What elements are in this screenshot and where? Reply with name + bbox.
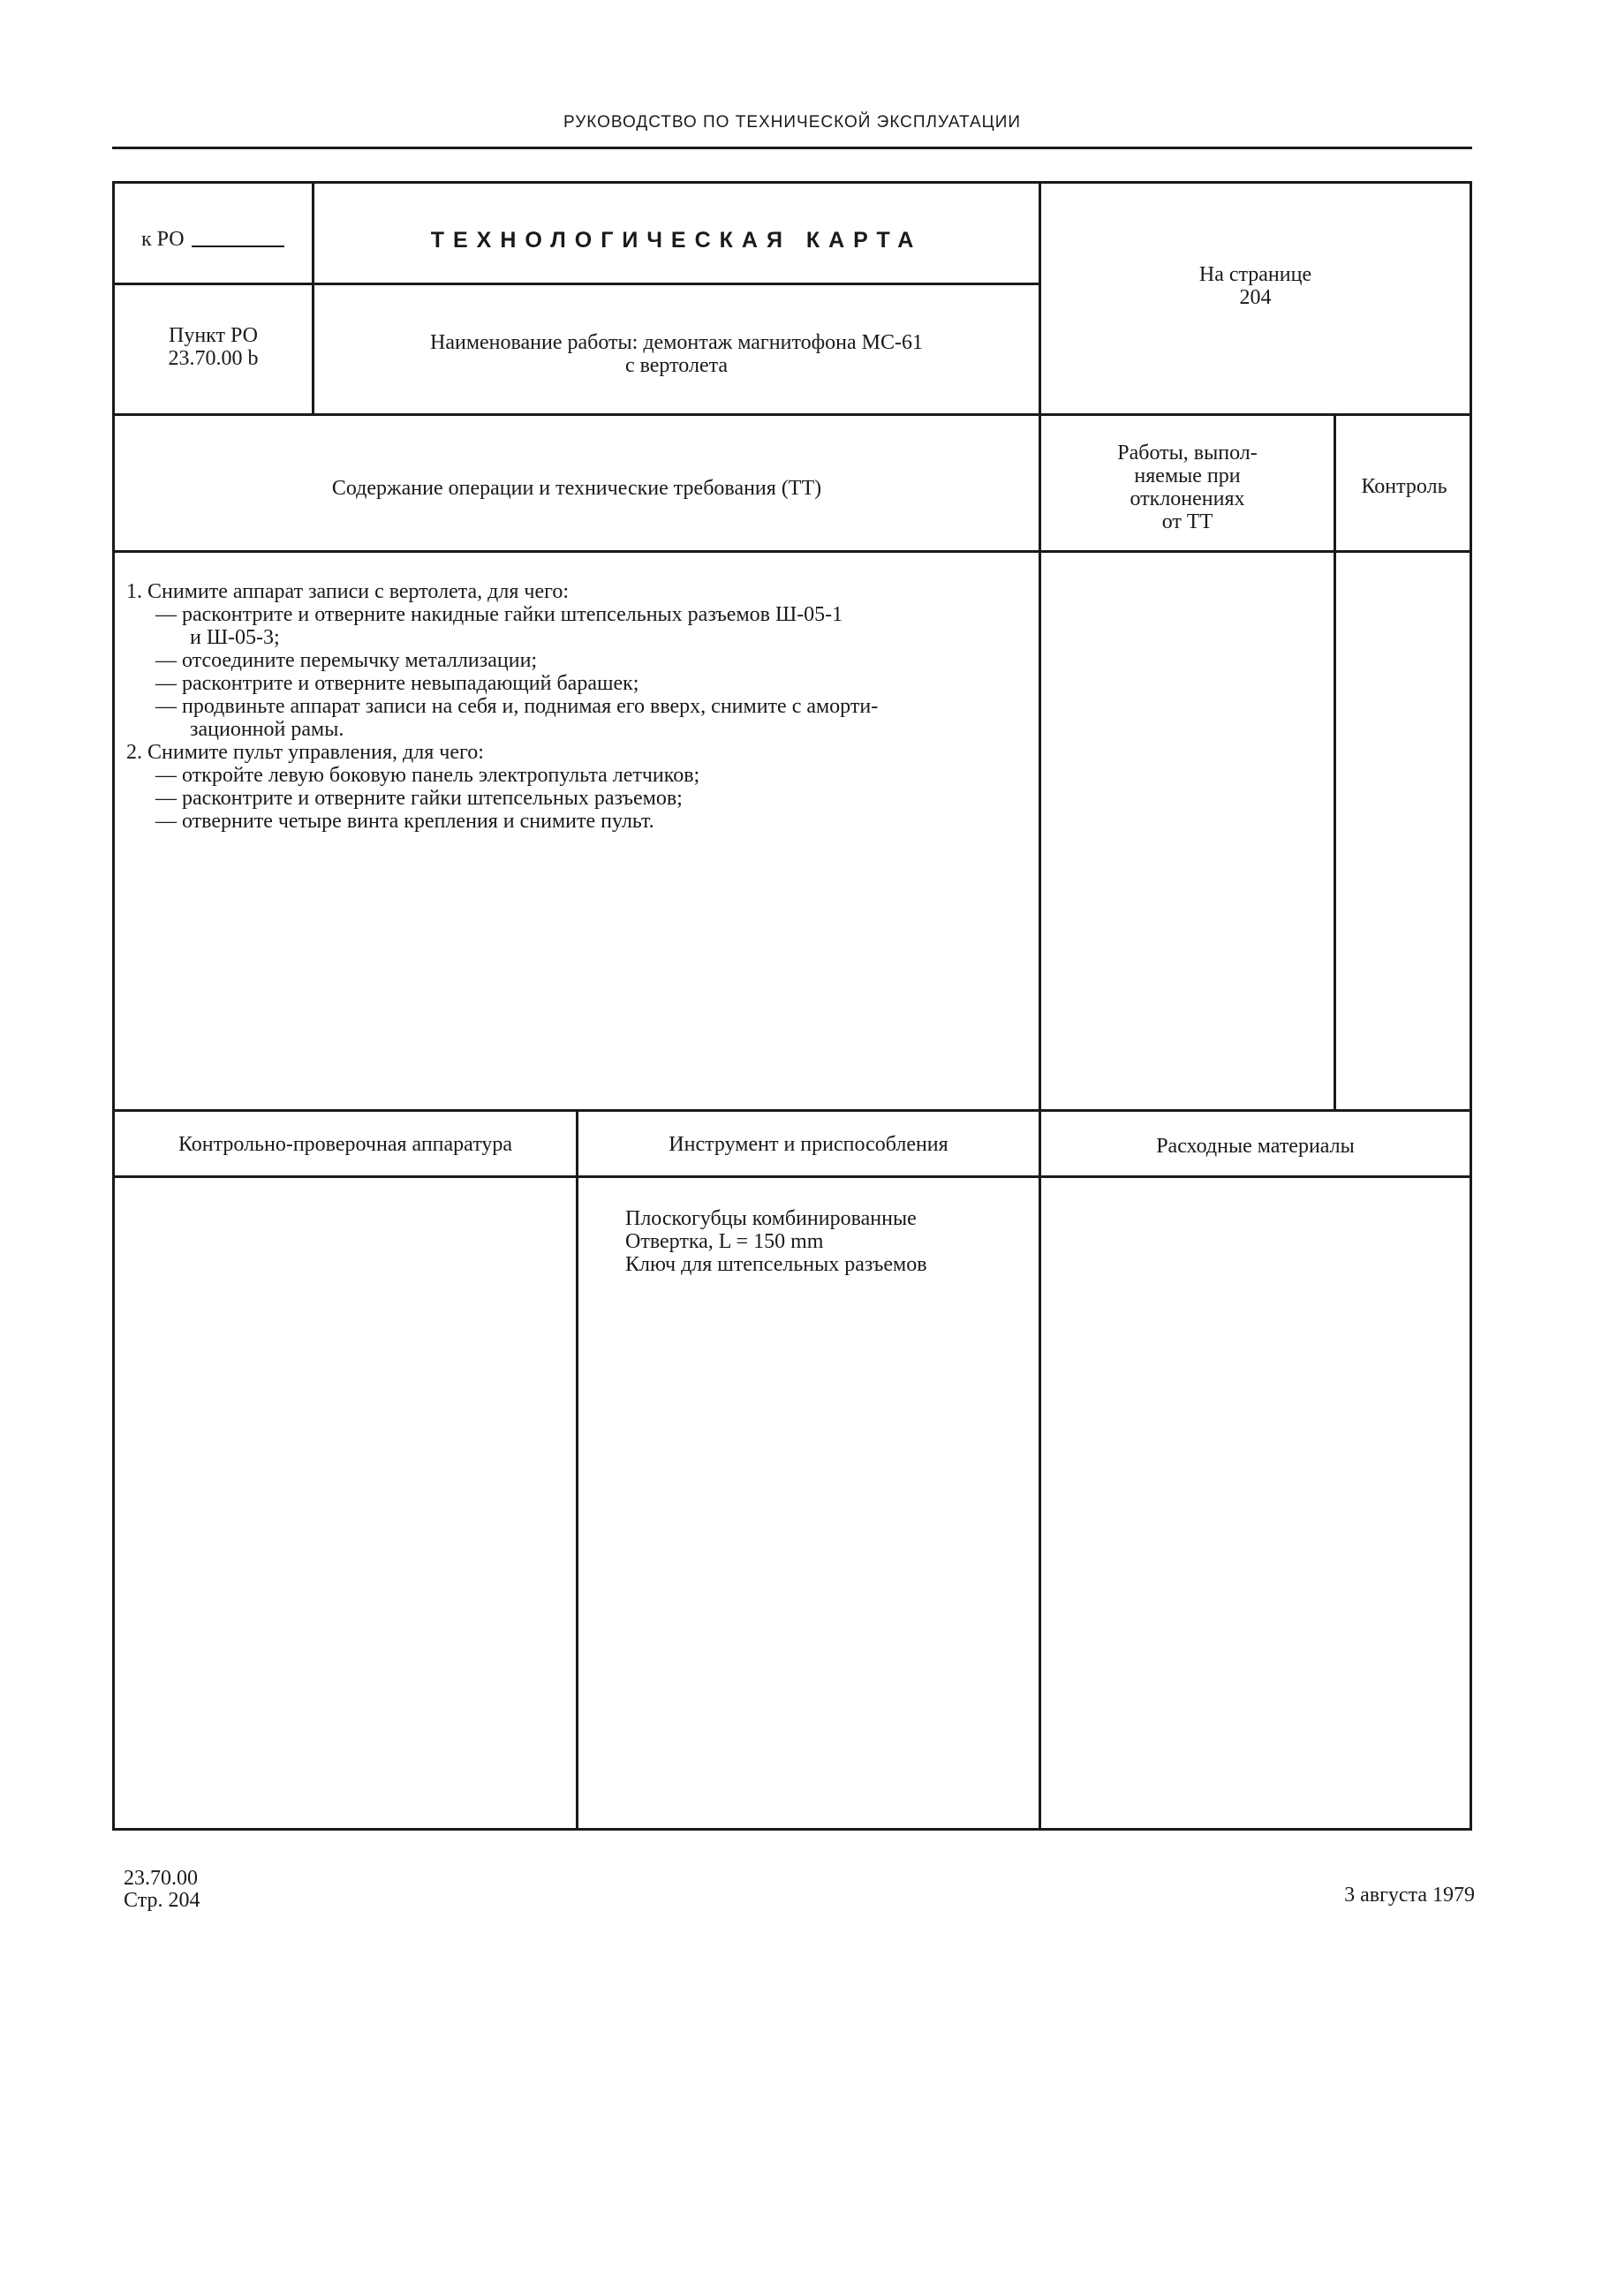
materials-header: Расходные материалы	[1156, 1135, 1355, 1158]
rule-equipment-divider	[576, 1109, 578, 1831]
footer-page: Стр. 204	[124, 1889, 200, 1912]
card-frame	[112, 181, 1472, 1831]
deviations-line-1: Работы, выпол-	[1117, 442, 1258, 464]
ref-field	[141, 228, 284, 251]
control-column-header: Контроль	[1361, 475, 1447, 498]
operation-line: 1. Снимите аппарат записи с вертолета, для чего:	[126, 580, 570, 603]
deviations-line-3: отклонениях	[1130, 487, 1245, 510]
item-cell	[115, 324, 312, 370]
ref-label: к РО	[141, 228, 185, 251]
tool-item: Ключ для штепсельных разъемов	[625, 1253, 927, 1276]
page-number: 204	[1239, 286, 1272, 309]
operation-line: — расконтрите и отверните невыпадающий барашек;	[155, 672, 639, 695]
footer-left	[124, 1868, 200, 1912]
rule-page-divider	[1039, 181, 1041, 1109]
rule-operations-bottom	[112, 1109, 1472, 1112]
equipment-header: Контрольно-проверочная аппаратура	[178, 1133, 513, 1156]
content-column-header: Содержание операции и технические требования (ТТ)	[331, 477, 822, 500]
item-label: Пункт РО	[169, 324, 258, 347]
deviations-line-2: няемые при	[1134, 464, 1241, 487]
footer-date: 3 августа 1979	[1344, 1884, 1475, 1907]
work-name-line-2: с вертолета	[624, 354, 729, 377]
operation-line: зационной рамы.	[190, 718, 344, 741]
deviations-line-4: от ТТ	[1161, 510, 1213, 533]
work-name-line-1: Наименование работы: демонтаж магнитофона МС-61	[429, 331, 924, 354]
rule-resources-header-bottom	[112, 1175, 1472, 1178]
rule-ref-divider	[312, 181, 314, 413]
page-cell	[1041, 263, 1470, 309]
deviations-column-header	[1041, 442, 1334, 533]
operation-line: — расконтрите и отверните гайки штепсельных разъемов;	[155, 787, 683, 810]
page-label: На странице	[1198, 263, 1312, 286]
rule-title-bottom	[112, 283, 1041, 285]
operation-line: — отсоедините перемычку металлизации;	[155, 649, 538, 672]
operations-list	[126, 580, 1027, 833]
operation-line: — продвиньте аппарат записи на себя и, поднимая его вверх, снимите с аморти-	[155, 695, 879, 718]
running-header: РУКОВОДСТВО ПО ТЕХНИЧЕСКОЙ ЭКСПЛУАТАЦИИ	[563, 113, 1022, 132]
operation-line: и Ш-05-3;	[190, 626, 280, 649]
tool-item: Плоскогубцы комбинированные	[625, 1207, 917, 1230]
ref-blank-line	[192, 245, 284, 247]
rule-header-bottom	[112, 413, 1472, 416]
operation-line: — отверните четыре винта крепления и снимите пульт.	[155, 810, 654, 833]
card-title: ТЕХНОЛОГИЧЕСКАЯ КАРТА	[430, 228, 923, 253]
operation-line: — расконтрите и отверните накидные гайки штепсельных разъемов Ш-05-1	[155, 603, 843, 626]
footer-code: 23.70.00	[124, 1867, 198, 1890]
tool-item: Отвертка, L = 150 mm	[625, 1230, 824, 1253]
header-rule	[112, 147, 1472, 149]
tools-header: Инструмент и приспособления	[669, 1133, 948, 1156]
operation-line: 2. Снимите пульт управления, для чего:	[126, 741, 484, 764]
rule-tools-divider	[1039, 1109, 1041, 1831]
rule-control-divider	[1334, 413, 1336, 1109]
tools-list	[625, 1207, 927, 1276]
work-name	[314, 331, 1039, 377]
rule-columns-bottom	[112, 550, 1472, 553]
operation-line: — откройте левую боковую панель электропульта летчиков;	[155, 764, 700, 787]
item-code: 23.70.00 b	[168, 347, 259, 370]
